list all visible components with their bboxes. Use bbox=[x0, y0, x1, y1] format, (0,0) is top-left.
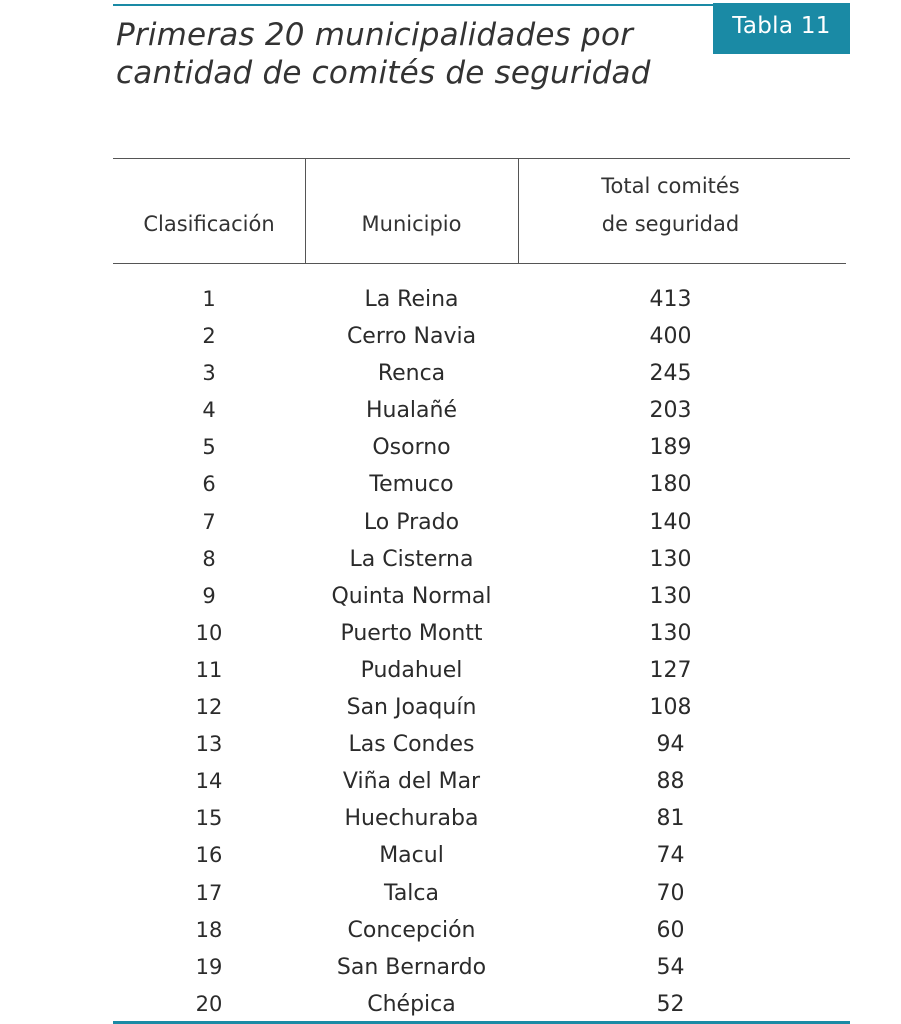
rank-cell: 10 bbox=[195, 620, 223, 645]
rank-cell: 9 bbox=[202, 583, 216, 608]
rank-cell: 20 bbox=[195, 991, 223, 1016]
rank-cell: 18 bbox=[195, 917, 223, 942]
municipality-cell: Osorno bbox=[372, 435, 451, 461]
municipality-cell: Hualañé bbox=[365, 398, 458, 424]
table-row bbox=[113, 800, 850, 837]
rank-cell: 13 bbox=[195, 732, 223, 757]
total-cell: 130 bbox=[649, 583, 692, 609]
column-header-rank: Clasificación bbox=[143, 212, 275, 236]
municipality-cell: Chépica bbox=[367, 991, 456, 1017]
municipality-cell: Quinta Normal bbox=[331, 583, 492, 609]
municipality-cell: Macul bbox=[379, 843, 444, 869]
total-cell: 88 bbox=[656, 769, 685, 795]
rank-cell: 6 bbox=[202, 472, 216, 497]
municipality-cell: Huechuraba bbox=[344, 806, 479, 832]
table-row bbox=[113, 504, 850, 541]
rank-cell: 12 bbox=[195, 695, 223, 720]
table-row bbox=[113, 949, 850, 986]
total-cell: 81 bbox=[656, 806, 685, 832]
municipality-cell: Viña del Mar bbox=[342, 769, 481, 795]
total-cell: 189 bbox=[649, 435, 692, 461]
municipality-cell: Temuco bbox=[369, 472, 454, 498]
total-cell: 245 bbox=[649, 361, 692, 387]
table-row bbox=[113, 837, 850, 874]
table-row bbox=[113, 652, 850, 689]
municipality-cell: Concepción bbox=[347, 917, 476, 943]
table-body bbox=[113, 281, 850, 1023]
total-cell: 180 bbox=[649, 472, 692, 498]
total-cell: 74 bbox=[656, 843, 685, 869]
total-cell: 400 bbox=[649, 324, 692, 350]
total-cell: 130 bbox=[649, 620, 692, 646]
total-cell: 54 bbox=[656, 954, 685, 980]
table-row bbox=[113, 615, 850, 652]
total-cell: 140 bbox=[649, 509, 692, 535]
rank-cell: 4 bbox=[202, 398, 216, 423]
table-row bbox=[113, 763, 850, 800]
rank-cell: 14 bbox=[195, 769, 223, 794]
total-cell: 52 bbox=[656, 991, 685, 1017]
rank-cell: 11 bbox=[195, 657, 223, 682]
rank-cell: 7 bbox=[202, 509, 216, 534]
table-top-rule bbox=[113, 158, 850, 159]
rank-cell: 8 bbox=[202, 546, 216, 571]
column-header-municipality: Municipio bbox=[361, 212, 462, 236]
total-cell: 203 bbox=[649, 398, 692, 424]
table-number-badge: Tabla 11 bbox=[713, 3, 850, 54]
table-row bbox=[113, 578, 850, 615]
municipality-cell: San Joaquín bbox=[346, 695, 477, 721]
rank-cell: 5 bbox=[202, 435, 216, 460]
total-cell: 130 bbox=[649, 546, 692, 572]
table-row bbox=[113, 318, 850, 355]
column-header-total-line1: Total comités bbox=[601, 174, 740, 198]
table-row bbox=[113, 355, 850, 392]
total-cell: 94 bbox=[656, 732, 685, 758]
table-row bbox=[113, 986, 850, 1023]
total-cell: 70 bbox=[656, 880, 685, 906]
table-row bbox=[113, 429, 850, 466]
table-row bbox=[113, 392, 850, 429]
rank-cell: 3 bbox=[202, 361, 216, 386]
column-header-total-line2: de seguridad bbox=[601, 212, 740, 236]
municipality-cell: Talca bbox=[384, 880, 439, 906]
table-title: Primeras 20 municipalidades por cantidad de comités de seguridad bbox=[116, 17, 651, 91]
municipality-cell: Las Condes bbox=[348, 732, 475, 758]
rank-cell: 16 bbox=[195, 843, 223, 868]
total-cell: 413 bbox=[649, 287, 692, 312]
municipality-cell: Renca bbox=[377, 361, 446, 387]
table-row bbox=[113, 912, 850, 949]
municipality-cell: San Bernardo bbox=[336, 954, 487, 980]
rank-cell: 19 bbox=[195, 954, 223, 979]
table-row bbox=[113, 541, 850, 578]
header-bottom-rule bbox=[113, 263, 846, 264]
municipality-cell: La Reina bbox=[364, 287, 459, 312]
total-cell: 60 bbox=[656, 917, 685, 943]
title-accent-line bbox=[113, 4, 713, 6]
municipality-cell: Puerto Montt bbox=[340, 620, 483, 646]
municipality-cell: Lo Prado bbox=[363, 509, 460, 535]
municipality-cell: La Cisterna bbox=[349, 546, 474, 572]
rank-cell: 15 bbox=[195, 806, 223, 831]
rank-cell: 17 bbox=[195, 880, 223, 905]
rank-cell: 2 bbox=[202, 324, 216, 349]
table-row bbox=[113, 281, 850, 318]
total-cell: 108 bbox=[649, 695, 692, 721]
rank-cell: 1 bbox=[202, 287, 216, 311]
table-row bbox=[113, 726, 850, 763]
table-row bbox=[113, 689, 850, 726]
table-row bbox=[113, 875, 850, 912]
municipality-cell: Cerro Navia bbox=[346, 324, 477, 350]
table-row bbox=[113, 466, 850, 503]
municipality-cell: Pudahuel bbox=[360, 657, 463, 683]
total-cell: 127 bbox=[649, 657, 692, 683]
